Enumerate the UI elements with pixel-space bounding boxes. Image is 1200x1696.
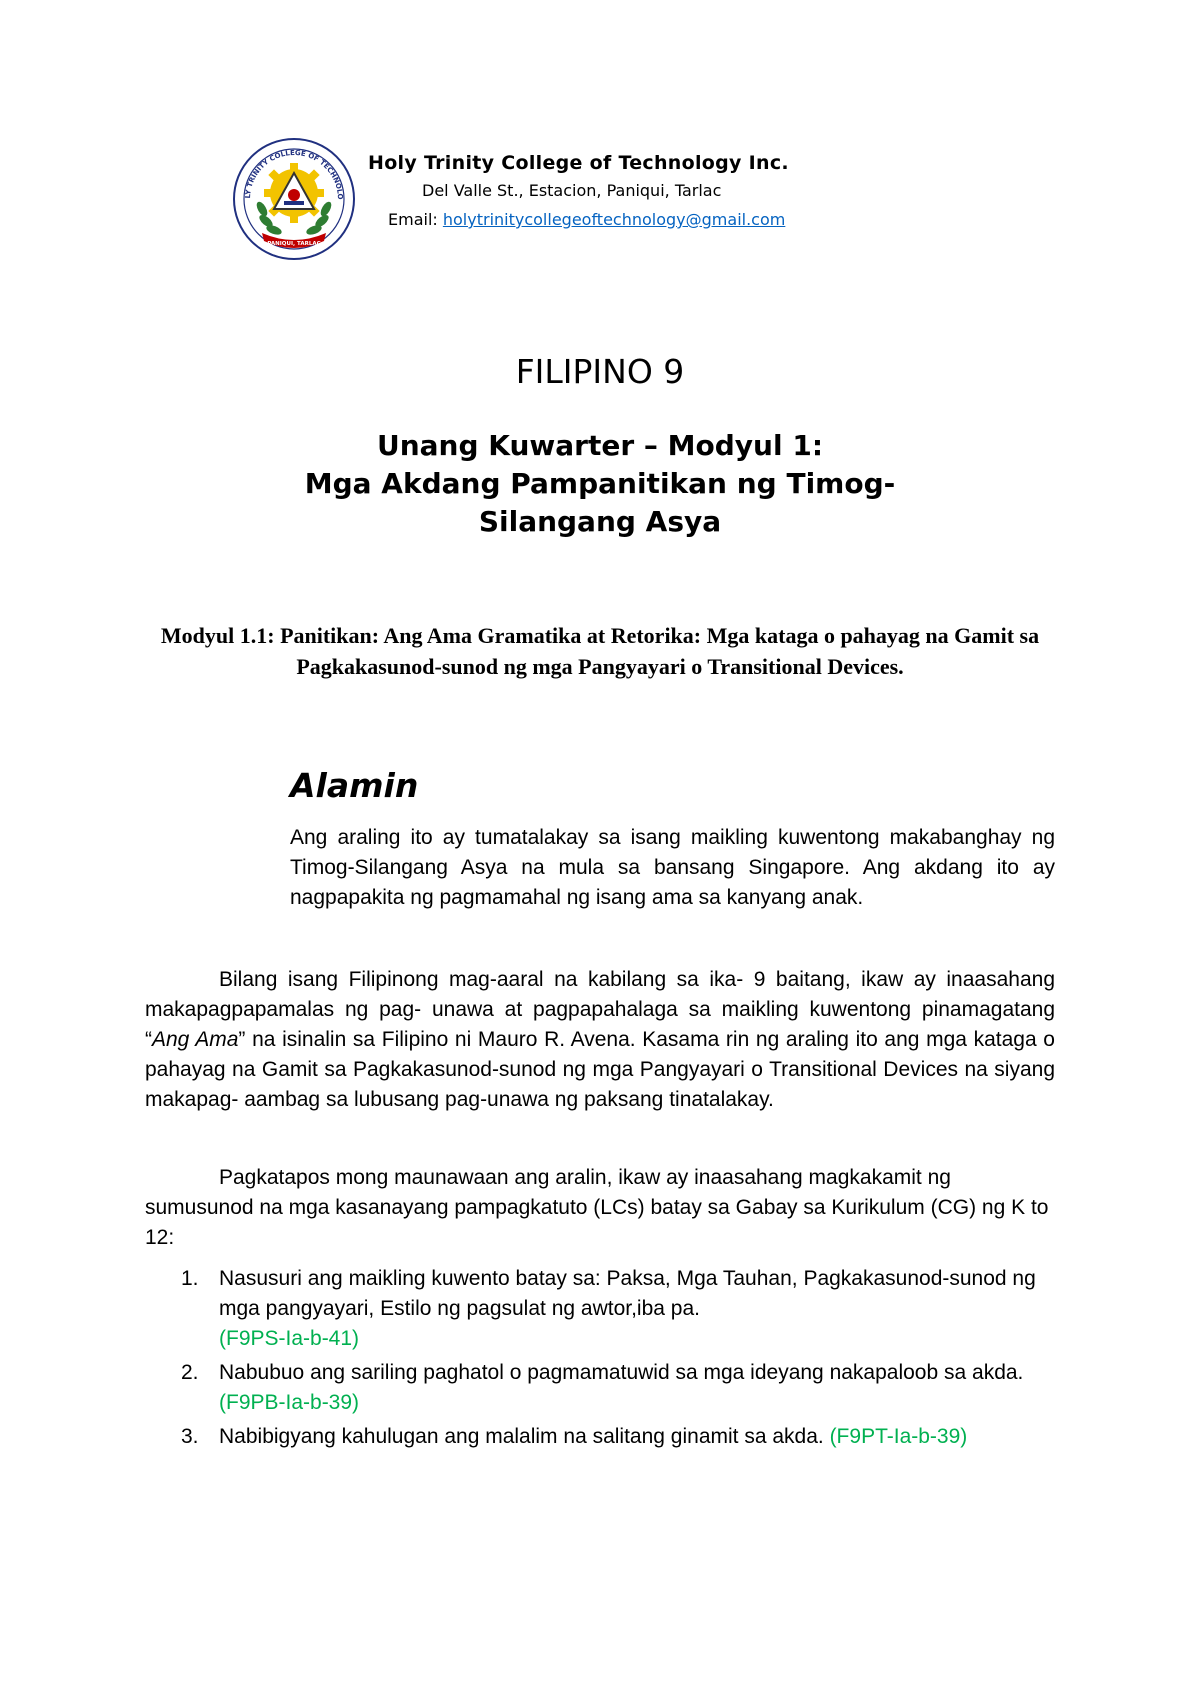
alamin-heading: Alamin [290,766,419,805]
list-item-text: Nasusuri ang maikling kuwento batay sa: Paksa, Mga Tauhan, Pagkakasunod-sunod ng mga pangyayari, Estilo ng pagsulat ng awtor,iba pa. [219,1267,1036,1320]
list-item-number: 2. [181,1361,199,1384]
module-heading-line1: Unang Kuwarter – Modyul 1: [376,429,824,462]
intro-paragraph-part2: ” na isinalin sa Filipino ni Mauro R. Avena. Kasama rin ng araling ito ang mga kataga o pahayag na Gamit sa Pagkakasunod-sunod ng mga Pangyayari o Transitional Devices na siyang makapag- aambag sa lubusang pag-unawa ng paksang tinatalakay. [145,1028,1055,1111]
school-seal-icon [232,137,356,261]
competency-code: (F9PT-Ia-b-39) [829,1425,968,1448]
module-heading-line2: Mga Akdang Pampanitikan ng Timog- [304,467,896,500]
email-link[interactable]: holytrinitycollegeoftechnology@gmail.com [442,210,786,229]
svg-text:HOLY TRINITY COLLEGE OF TECHNO: LY TRINITY COLLEGE OF TECHNOLO [243,148,345,200]
list-item [145,1422,1055,1452]
list-item-text: Nabibigyang kahulugan ang malalim na salitang ginamit sa akda. [219,1425,824,1448]
list-item [145,1264,1055,1354]
competency-paragraph: Pagkatapos mong maunawaan ang aralin, ikaw ay inaasahang magkakamit ng sumusunod na mga kasanayang pampagkatuto (LCs) batay sa Gabay sa Kurikulum (CG) ng K to 12: [145,1166,1049,1249]
submodule-title: Modyul 1.1: Panitikan: Ang Ama Gramatika at Retorika: Mga kataga o pahayag na Gamit sa Pagkakasunod-sunod ng mga Pangyayari o Transitional Devices. [160,623,1040,679]
module-heading [0,427,1200,541]
list-item [145,1358,1055,1418]
school-email-line [388,210,785,229]
school-logo [232,137,356,261]
list-item-text: Nabubuo ang sariling paghatol o pagmamatuwid sa mga ideyang nakapaloob sa akda. [219,1361,1024,1384]
module-heading-line3: Silangang Asya [478,505,722,538]
competency-code: (F9PS-Ia-b-41) [219,1327,360,1350]
competency-code: (F9PB-Ia-b-39) [219,1391,360,1414]
svg-text:PANIQUI, TARLAC: PANIQUI, TARLAC [267,241,321,247]
list-item-number: 3. [181,1425,199,1448]
list-item-number: 1. [181,1267,199,1290]
school-address: Del Valle St., Estacion, Paniqui, Tarlac [422,181,722,200]
email-label: Email: [388,210,438,229]
school-name: Holy Trinity College of Technology Inc. [368,152,789,174]
subject-title: FILIPINO 9 [515,352,685,391]
intro-paragraph-part1: Bilang isang Filipinong mag-aaral na kabilang sa ika- 9 baitang, ikaw ay inaasahang makapagpapamalas ng pag- unawa at pagpapahalaga sa maikling kuwentong pinamagatang “ [145,968,1055,1051]
intro-paragraph [145,965,1055,1115]
objectives-list [145,1264,1055,1456]
story-title: Ang Ama [152,1028,239,1051]
alamin-paragraph: Ang araling ito ay tumatalakay sa isang maikling kuwentong makabanghay ng Timog-Silangang Asya na mula sa bansang Singapore. Ang akdang ito ay nagpapakita ng pagmamahal ng isang ama sa kanyang anak. [290,826,1055,909]
